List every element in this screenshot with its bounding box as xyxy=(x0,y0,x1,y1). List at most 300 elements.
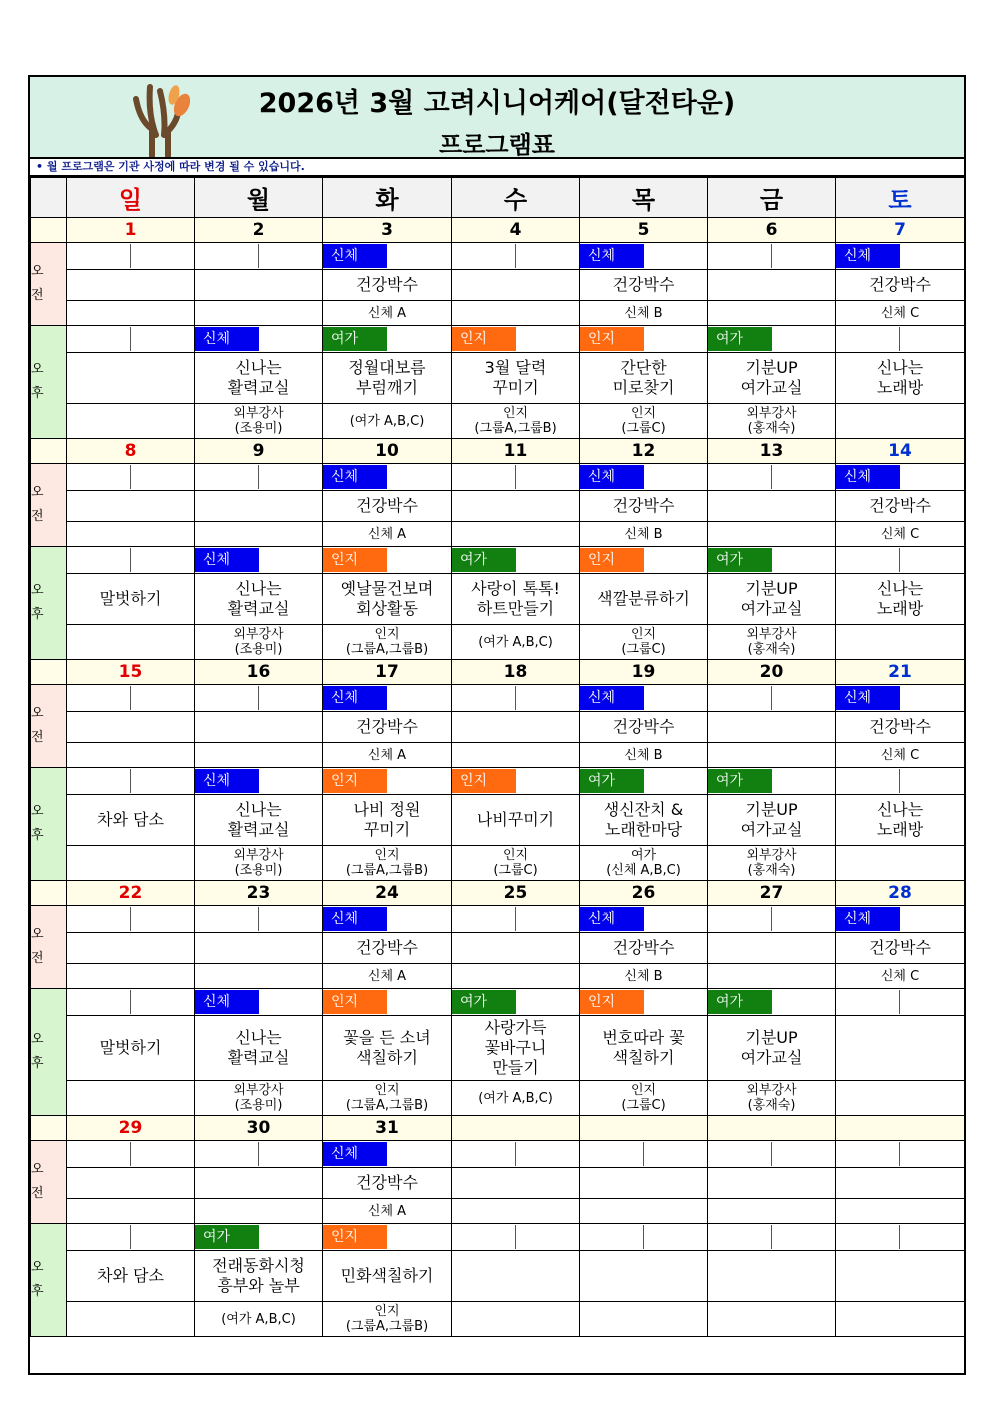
detail-line: 신체 B xyxy=(624,747,663,763)
date-number: 4 xyxy=(452,218,580,243)
detail-line: (여가 A,B,C) xyxy=(478,1090,553,1106)
empty-tag-slot xyxy=(836,548,900,572)
program-name xyxy=(67,491,195,522)
empty-tag-slot xyxy=(67,1225,131,1249)
program-detail xyxy=(580,301,708,326)
program-name xyxy=(323,270,452,301)
empty-tag-slot xyxy=(67,990,131,1014)
program-line: 신나는 xyxy=(876,358,924,377)
program-detail xyxy=(836,404,965,439)
category-tag-cognitive: 인지 xyxy=(452,769,516,793)
category-cell xyxy=(452,243,580,270)
pm-detail-row xyxy=(31,404,965,439)
category-tag-physical: 신체 xyxy=(580,907,644,931)
program-line: 말벗하기 xyxy=(99,589,162,608)
program-line: 말벗하기 xyxy=(99,1038,162,1057)
detail-line: 외부강사 xyxy=(746,627,797,642)
category-cell xyxy=(323,768,452,795)
category-cell xyxy=(580,906,708,933)
program-line: 활력교실 xyxy=(227,599,290,618)
category-tag-cognitive: 인지 xyxy=(580,548,644,572)
date-number: 9 xyxy=(195,439,323,464)
program-detail xyxy=(195,846,323,881)
pm-side-label xyxy=(31,547,67,660)
program-name xyxy=(708,712,836,743)
date-number: 28 xyxy=(836,881,965,906)
category-tag-leisure: 여가 xyxy=(708,769,772,793)
pm-label-char: 오 xyxy=(31,583,44,598)
am-program-row xyxy=(31,270,965,301)
program-line: 기분UP xyxy=(745,579,798,598)
am-side-label xyxy=(31,464,67,547)
program-line: 건강박수 xyxy=(869,938,931,957)
empty-tag-slot xyxy=(452,244,516,268)
program-line: 활력교실 xyxy=(227,378,290,397)
program-detail xyxy=(708,743,836,768)
date-number: 16 xyxy=(195,660,323,685)
program-line: 신나는 xyxy=(235,358,282,377)
category-cell xyxy=(836,326,965,353)
am-detail-row xyxy=(31,1199,965,1224)
program-line: 여가교실 xyxy=(740,599,803,618)
category-cell xyxy=(836,1224,965,1251)
date-row xyxy=(31,660,965,685)
detail-line: 신체 C xyxy=(880,305,920,321)
program-detail xyxy=(323,404,452,439)
category-cell xyxy=(67,243,195,270)
date-row xyxy=(31,218,965,243)
category-tag-physical: 신체 xyxy=(323,907,387,931)
program-name xyxy=(580,712,708,743)
date-number: 13 xyxy=(708,439,836,464)
detail-line: 인지 xyxy=(374,848,400,863)
program-detail xyxy=(323,1302,452,1337)
empty-tag-slot xyxy=(708,686,772,710)
corner-cell xyxy=(31,178,67,218)
detail-line: (홍재숙) xyxy=(747,642,796,657)
weekday-mon: 월 xyxy=(195,178,323,218)
program-line: 건강박수 xyxy=(356,496,418,515)
program-detail xyxy=(67,1081,195,1116)
empty-tag-slot xyxy=(67,327,131,351)
program-detail xyxy=(323,301,452,326)
program-line: 여가교실 xyxy=(740,378,803,397)
detail-line: 신체 B xyxy=(624,968,663,984)
pm-tag-row xyxy=(31,989,965,1016)
category-cell xyxy=(708,547,836,574)
category-cell xyxy=(708,768,836,795)
program-detail xyxy=(452,964,580,989)
program-line: 건강박수 xyxy=(869,496,931,515)
date-number: 6 xyxy=(708,218,836,243)
detail-line: 신체 C xyxy=(880,526,920,542)
pm-detail-row xyxy=(31,1081,965,1116)
category-cell xyxy=(836,989,965,1016)
pm-side-label xyxy=(31,326,67,439)
date-number xyxy=(708,1116,836,1141)
program-line: 건강박수 xyxy=(869,275,931,294)
program-name xyxy=(580,353,708,404)
am-side-label xyxy=(31,243,67,326)
weekday-fri: 금 xyxy=(708,178,836,218)
program-line: 꾸미기 xyxy=(363,820,411,839)
date-row xyxy=(31,1116,965,1141)
detail-line: 인지 xyxy=(502,406,529,421)
detail-line: 여가 xyxy=(630,848,657,863)
category-tag-physical: 신체 xyxy=(836,465,900,489)
am-label-char: 오 xyxy=(31,927,44,942)
category-tag-cognitive: 인지 xyxy=(452,327,516,351)
program-name xyxy=(195,491,323,522)
date-number: 17 xyxy=(323,660,452,685)
program-name xyxy=(67,1251,195,1302)
pm-tag-row xyxy=(31,1224,965,1251)
empty-tag-slot xyxy=(452,686,516,710)
program-name xyxy=(836,353,965,404)
category-cell xyxy=(452,547,580,574)
category-cell xyxy=(67,1141,195,1168)
category-cell xyxy=(452,326,580,353)
program-detail xyxy=(580,625,708,660)
detail-line: 외부강사 xyxy=(746,406,797,421)
am-label-char: 전 xyxy=(31,1186,44,1201)
program-name xyxy=(580,491,708,522)
am-label-char: 오 xyxy=(31,706,44,721)
am-label-char: 전 xyxy=(31,288,44,303)
category-cell xyxy=(323,326,452,353)
pm-label-char: 후 xyxy=(31,828,44,843)
empty-tag-slot xyxy=(452,1142,516,1166)
category-tag-cognitive: 인지 xyxy=(580,990,644,1014)
program-name xyxy=(195,353,323,404)
program-line: 만들기 xyxy=(492,1058,539,1077)
program-detail xyxy=(67,301,195,326)
program-detail xyxy=(836,846,965,881)
detail-line: 신체 B xyxy=(624,305,663,321)
category-tag-physical: 신체 xyxy=(195,327,259,351)
program-detail xyxy=(708,404,836,439)
program-detail xyxy=(67,964,195,989)
program-line: 활력교실 xyxy=(227,820,290,839)
program-detail xyxy=(836,1081,965,1116)
category-tag-physical: 신체 xyxy=(323,244,387,268)
am-label-char: 오 xyxy=(31,485,44,500)
empty-tag-slot xyxy=(67,907,131,931)
am-program-row xyxy=(31,1168,965,1199)
am-program-row xyxy=(31,933,965,964)
category-cell xyxy=(323,1224,452,1251)
program-name xyxy=(836,795,965,846)
program-line: 미로찾기 xyxy=(612,378,675,397)
program-name xyxy=(323,1016,452,1081)
program-name xyxy=(323,1251,452,1302)
program-line: 전래동화시청 xyxy=(212,1256,305,1275)
pm-label-char: 후 xyxy=(31,386,44,401)
category-cell xyxy=(323,547,452,574)
category-cell xyxy=(67,989,195,1016)
category-cell xyxy=(836,768,965,795)
program-line: 번호따라 꽃 xyxy=(602,1028,685,1047)
date-number: 12 xyxy=(580,439,708,464)
program-document xyxy=(28,75,966,1375)
program-detail xyxy=(452,1081,580,1116)
category-cell xyxy=(452,768,580,795)
program-name xyxy=(452,933,580,964)
empty-tag-slot xyxy=(836,327,900,351)
detail-line: (조용미) xyxy=(234,1098,283,1113)
program-name xyxy=(452,270,580,301)
program-detail xyxy=(708,522,836,547)
detail-line: 신체 B xyxy=(624,526,663,542)
program-name xyxy=(67,795,195,846)
category-tag-physical: 신체 xyxy=(195,769,259,793)
notice-text: • 월 프로그램은 기관 사정에 따라 변경 될 수 있습니다. xyxy=(30,159,964,177)
category-cell xyxy=(323,1141,452,1168)
detail-line: (신체 A,B,C) xyxy=(606,863,681,878)
pm-side-label xyxy=(31,768,67,881)
category-cell xyxy=(67,326,195,353)
detail-line: (홍재숙) xyxy=(747,863,796,878)
category-tag-physical: 신체 xyxy=(323,686,387,710)
program-detail xyxy=(708,846,836,881)
empty-tag-slot xyxy=(452,907,516,931)
pm-tag-row xyxy=(31,547,965,574)
category-cell xyxy=(195,464,323,491)
program-detail xyxy=(67,404,195,439)
detail-line: 신체 A xyxy=(367,526,407,542)
program-line: 여가교실 xyxy=(740,820,803,839)
program-detail xyxy=(195,301,323,326)
program-detail xyxy=(580,964,708,989)
program-name xyxy=(708,1016,836,1081)
category-cell xyxy=(708,1141,836,1168)
program-name xyxy=(452,574,580,625)
program-line: 정월대보름 xyxy=(348,358,426,377)
program-name xyxy=(836,270,965,301)
program-name xyxy=(836,491,965,522)
program-name xyxy=(580,933,708,964)
program-name xyxy=(708,353,836,404)
detail-line: (홍재숙) xyxy=(747,1098,796,1113)
date-number: 21 xyxy=(836,660,965,685)
program-name xyxy=(708,795,836,846)
empty-tag-slot xyxy=(67,1142,131,1166)
program-detail xyxy=(452,743,580,768)
category-cell xyxy=(67,464,195,491)
program-detail xyxy=(452,846,580,881)
category-cell xyxy=(195,326,323,353)
detail-line: 인지 xyxy=(374,627,400,642)
program-name xyxy=(195,712,323,743)
program-detail xyxy=(67,1302,195,1337)
program-name xyxy=(452,353,580,404)
date-number: 18 xyxy=(452,660,580,685)
program-line: 꽃바구니 xyxy=(484,1038,547,1057)
category-cell xyxy=(836,906,965,933)
empty-tag-slot xyxy=(708,907,772,931)
date-number: 27 xyxy=(708,881,836,906)
program-detail xyxy=(836,1199,965,1224)
detail-line: (여가 A,B,C) xyxy=(221,1311,296,1327)
am-label-char: 전 xyxy=(31,509,44,524)
program-name xyxy=(580,270,708,301)
detail-line: (홍재숙) xyxy=(747,421,796,436)
program-detail xyxy=(452,404,580,439)
category-cell xyxy=(67,906,195,933)
category-tag-physical: 신체 xyxy=(580,465,644,489)
program-name xyxy=(67,574,195,625)
program-detail xyxy=(708,1199,836,1224)
program-name xyxy=(708,491,836,522)
weekday-sun: 일 xyxy=(67,178,195,218)
program-name xyxy=(195,795,323,846)
am-detail-row xyxy=(31,301,965,326)
program-detail xyxy=(195,625,323,660)
program-line: 나비 정원 xyxy=(353,800,421,819)
program-detail xyxy=(836,522,965,547)
category-tag-physical: 신체 xyxy=(836,686,900,710)
pm-label-char: 후 xyxy=(31,1284,44,1299)
program-line: 흥부와 놀부 xyxy=(217,1276,300,1295)
program-name xyxy=(836,1251,965,1302)
category-cell xyxy=(708,685,836,712)
empty-tag-slot xyxy=(708,465,772,489)
program-line: 간단한 xyxy=(620,358,667,377)
detail-line: (조용미) xyxy=(234,421,283,436)
program-line: 꽃을 든 소녀 xyxy=(343,1028,431,1047)
category-tag-physical: 신체 xyxy=(195,990,259,1014)
program-name xyxy=(195,1016,323,1081)
empty-tag-slot xyxy=(836,990,900,1014)
category-cell xyxy=(323,243,452,270)
detail-line: 외부강사 xyxy=(746,1083,797,1098)
program-line: 기분UP xyxy=(745,358,798,377)
category-cell xyxy=(323,906,452,933)
empty-tag-slot xyxy=(67,686,131,710)
program-line: 회상활동 xyxy=(356,599,418,618)
empty-tag-slot xyxy=(708,244,772,268)
program-detail xyxy=(195,522,323,547)
date-number xyxy=(580,1116,708,1141)
program-detail xyxy=(708,964,836,989)
program-detail xyxy=(452,625,580,660)
pm-program-row xyxy=(31,1016,965,1081)
am-tag-row xyxy=(31,685,965,712)
am-tag-row xyxy=(31,243,965,270)
program-name xyxy=(452,491,580,522)
date-number: 30 xyxy=(195,1116,323,1141)
program-name xyxy=(452,1168,580,1199)
program-detail xyxy=(580,1199,708,1224)
program-line: 부럼깨기 xyxy=(356,378,418,397)
program-detail xyxy=(580,1081,708,1116)
category-cell xyxy=(452,464,580,491)
program-name xyxy=(452,1251,580,1302)
pm-label-char: 오 xyxy=(31,1032,44,1047)
detail-line: (그룹A,그룹B) xyxy=(345,1098,429,1113)
detail-line: (그룹C) xyxy=(621,642,666,657)
category-cell xyxy=(580,326,708,353)
program-line: 색칠하기 xyxy=(612,1048,675,1067)
category-cell xyxy=(67,1224,195,1251)
category-cell xyxy=(452,906,580,933)
date-number xyxy=(452,1116,580,1141)
program-detail xyxy=(195,404,323,439)
date-number: 10 xyxy=(323,439,452,464)
program-name xyxy=(452,1016,580,1081)
category-tag-leisure: 여가 xyxy=(323,327,387,351)
category-tag-leisure: 여가 xyxy=(708,990,772,1014)
date-number: 23 xyxy=(195,881,323,906)
program-name xyxy=(195,270,323,301)
program-name xyxy=(708,933,836,964)
program-detail xyxy=(323,846,452,881)
category-cell xyxy=(708,464,836,491)
program-line: 꾸미기 xyxy=(492,378,539,397)
program-line: 신나는 xyxy=(876,800,924,819)
program-detail xyxy=(836,625,965,660)
program-line: 색칠하기 xyxy=(356,1048,418,1067)
program-name xyxy=(836,933,965,964)
empty-tag-slot xyxy=(580,1142,644,1166)
program-name xyxy=(580,795,708,846)
category-cell xyxy=(580,989,708,1016)
program-line: 옛날물건보며 xyxy=(340,579,434,598)
program-line: 건강박수 xyxy=(356,275,418,294)
category-cell xyxy=(67,768,195,795)
detail-line: 신체 A xyxy=(367,747,407,763)
program-line: 노래방 xyxy=(876,599,924,618)
detail-line: 신체 A xyxy=(367,1203,407,1219)
detail-line: (그룹C) xyxy=(621,421,666,436)
pm-detail-row xyxy=(31,625,965,660)
detail-line: 인지 xyxy=(374,1304,400,1319)
date-row-spacer xyxy=(31,881,67,906)
detail-line: 인지 xyxy=(630,627,657,642)
pm-tag-row xyxy=(31,768,965,795)
program-name xyxy=(195,574,323,625)
date-number: 14 xyxy=(836,439,965,464)
detail-line: 인지 xyxy=(630,406,657,421)
program-detail xyxy=(323,743,452,768)
category-cell xyxy=(195,685,323,712)
detail-line: 외부강사 xyxy=(233,848,284,863)
category-tag-leisure: 여가 xyxy=(452,990,516,1014)
program-line: 노래방 xyxy=(876,378,924,397)
am-tag-row xyxy=(31,1141,965,1168)
program-name xyxy=(67,712,195,743)
category-cell xyxy=(195,906,323,933)
date-row-spacer xyxy=(31,439,67,464)
empty-tag-slot xyxy=(708,1142,772,1166)
category-cell xyxy=(452,1224,580,1251)
detail-line: 신체 A xyxy=(367,968,407,984)
empty-tag-slot xyxy=(452,465,516,489)
program-line: 건강박수 xyxy=(356,938,418,957)
program-name xyxy=(836,1016,965,1081)
pm-tag-row xyxy=(31,326,965,353)
program-name xyxy=(323,574,452,625)
category-tag-cognitive: 인지 xyxy=(323,548,387,572)
category-tag-physical: 신체 xyxy=(836,907,900,931)
pm-side-label xyxy=(31,1224,67,1337)
category-cell xyxy=(580,243,708,270)
category-cell xyxy=(580,547,708,574)
pm-label-char: 후 xyxy=(31,607,44,622)
am-detail-row xyxy=(31,522,965,547)
program-detail xyxy=(580,404,708,439)
program-line: 색깔분류하기 xyxy=(597,589,690,608)
